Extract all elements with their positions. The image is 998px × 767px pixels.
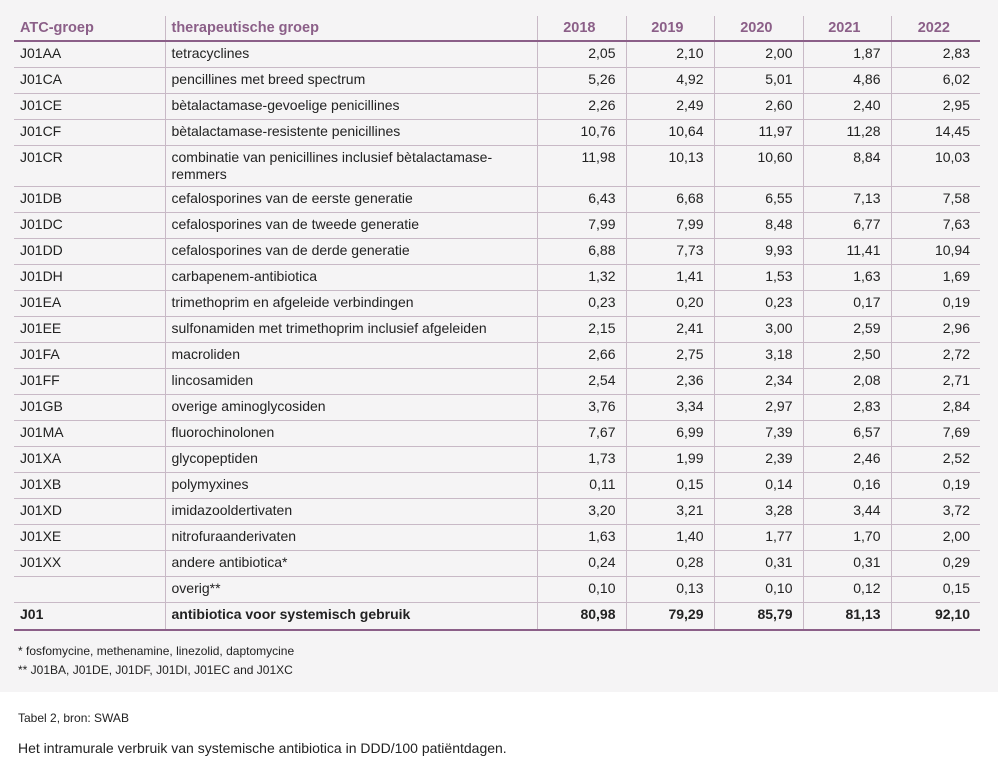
cell-atc: J01XB xyxy=(14,473,165,499)
cell-value: 3,34 xyxy=(626,395,714,421)
cell-value: 0,10 xyxy=(714,577,803,603)
cell-value: 10,94 xyxy=(891,239,980,265)
cell-value: 1,41 xyxy=(626,265,714,291)
cell-value: 2,36 xyxy=(626,369,714,395)
cell-value: 7,63 xyxy=(891,213,980,239)
cell-value: 0,17 xyxy=(803,291,891,317)
cell-value: 2,26 xyxy=(537,94,626,120)
cell-atc: J01CA xyxy=(14,68,165,94)
cell-value: 0,19 xyxy=(891,291,980,317)
cell-atc: J01XD xyxy=(14,499,165,525)
table-row xyxy=(14,551,980,577)
cell-value: 3,21 xyxy=(626,499,714,525)
cell-value: 2,41 xyxy=(626,317,714,343)
cell-atc xyxy=(14,577,165,603)
cell-value: 0,15 xyxy=(891,577,980,603)
table-row xyxy=(14,94,980,120)
cell-atc: J01DC xyxy=(14,213,165,239)
cell-value: 0,12 xyxy=(803,577,891,603)
cell-value: 2,50 xyxy=(803,343,891,369)
cell-value: 1,99 xyxy=(626,447,714,473)
cell-atc: J01XA xyxy=(14,447,165,473)
cell-value: 0,23 xyxy=(537,291,626,317)
cell-value: 7,67 xyxy=(537,421,626,447)
cell-value: 2,72 xyxy=(891,343,980,369)
cell-value: 0,13 xyxy=(626,577,714,603)
cell-atc: J01EA xyxy=(14,291,165,317)
cell-group: cefalosporines van de derde generatie xyxy=(165,239,537,265)
table-row xyxy=(14,265,980,291)
cell-value: 2,97 xyxy=(714,395,803,421)
cell-value: 6,43 xyxy=(537,187,626,213)
cell-value: 4,86 xyxy=(803,68,891,94)
cell-value: 79,29 xyxy=(626,603,714,631)
cell-value: 1,53 xyxy=(714,265,803,291)
cell-value: 9,93 xyxy=(714,239,803,265)
table-row xyxy=(14,447,980,473)
table-caption: Het intramurale verbruik van systemische antibiotica in DDD/100 patiëntdagen. xyxy=(18,740,507,756)
cell-value: 2,83 xyxy=(891,41,980,68)
cell-value: 3,00 xyxy=(714,317,803,343)
cell-value: 1,63 xyxy=(803,265,891,291)
table-row xyxy=(14,499,980,525)
cell-value: 2,49 xyxy=(626,94,714,120)
header-2020: 2020 xyxy=(714,16,803,41)
cell-atc: J01CE xyxy=(14,94,165,120)
cell-value: 2,84 xyxy=(891,395,980,421)
cell-group: bètalactamase-gevoelige penicillines xyxy=(165,94,537,120)
cell-value: 11,28 xyxy=(803,120,891,146)
header-2019: 2019 xyxy=(626,16,714,41)
table-row xyxy=(14,473,980,499)
cell-value: 6,77 xyxy=(803,213,891,239)
cell-value: 2,00 xyxy=(891,525,980,551)
cell-atc: J01GB xyxy=(14,395,165,421)
cell-value: 2,60 xyxy=(714,94,803,120)
cell-value: 8,48 xyxy=(714,213,803,239)
cell-group: cefalosporines van de tweede generatie xyxy=(165,213,537,239)
cell-value: 3,72 xyxy=(891,499,980,525)
header-2021: 2021 xyxy=(803,16,891,41)
cell-value: 6,88 xyxy=(537,239,626,265)
cell-atc: J01MA xyxy=(14,421,165,447)
cell-value: 7,39 xyxy=(714,421,803,447)
table-row xyxy=(14,120,980,146)
footnotes xyxy=(18,642,294,680)
table-row xyxy=(14,239,980,265)
cell-group: andere antibiotica* xyxy=(165,551,537,577)
cell-atc: J01XX xyxy=(14,551,165,577)
cell-group: pencillines met breed spectrum xyxy=(165,68,537,94)
cell-value: 1,69 xyxy=(891,265,980,291)
cell-value: 0,16 xyxy=(803,473,891,499)
cell-value: 14,45 xyxy=(891,120,980,146)
cell-value: 2,95 xyxy=(891,94,980,120)
cell-value: 0,20 xyxy=(626,291,714,317)
cell-value: 6,02 xyxy=(891,68,980,94)
table-row xyxy=(14,146,980,187)
header-2018: 2018 xyxy=(537,16,626,41)
cell-group: nitrofuraanderivaten xyxy=(165,525,537,551)
cell-value: 7,99 xyxy=(626,213,714,239)
cell-group: macroliden xyxy=(165,343,537,369)
cell-value: 10,03 xyxy=(891,146,980,187)
cell-value: 2,54 xyxy=(537,369,626,395)
cell-atc: J01FA xyxy=(14,343,165,369)
table-row xyxy=(14,421,980,447)
cell-value: 85,79 xyxy=(714,603,803,631)
table-row xyxy=(14,41,980,68)
cell-value: 0,15 xyxy=(626,473,714,499)
cell-value: 2,39 xyxy=(714,447,803,473)
cell-value: 1,63 xyxy=(537,525,626,551)
table-row xyxy=(14,369,980,395)
cell-group: lincosamiden xyxy=(165,369,537,395)
cell-value: 2,96 xyxy=(891,317,980,343)
table-row xyxy=(14,213,980,239)
cell-value: 3,28 xyxy=(714,499,803,525)
cell-value: 4,92 xyxy=(626,68,714,94)
cell-value: 10,76 xyxy=(537,120,626,146)
cell-group: trimethoprim en afgeleide verbindingen xyxy=(165,291,537,317)
cell-value: 2,71 xyxy=(891,369,980,395)
cell-value: 7,69 xyxy=(891,421,980,447)
header-2022: 2022 xyxy=(891,16,980,41)
cell-value: 1,87 xyxy=(803,41,891,68)
table-row xyxy=(14,291,980,317)
cell-value: 5,01 xyxy=(714,68,803,94)
cell-group: bètalactamase-resistente penicillines xyxy=(165,120,537,146)
header-group: therapeutische groep xyxy=(165,16,537,41)
cell-group: imidazooldertivaten xyxy=(165,499,537,525)
cell-atc: J01DD xyxy=(14,239,165,265)
cell-value: 2,00 xyxy=(714,41,803,68)
cell-value: 2,75 xyxy=(626,343,714,369)
table-row xyxy=(14,187,980,213)
cell-group: cefalosporines van de eerste generatie xyxy=(165,187,537,213)
header-row xyxy=(14,16,980,41)
header-atc: ATC-groep xyxy=(14,16,165,41)
cell-value: 2,46 xyxy=(803,447,891,473)
cell-atc: J01 xyxy=(14,603,165,631)
cell-value: 11,98 xyxy=(537,146,626,187)
cell-value: 2,59 xyxy=(803,317,891,343)
cell-group: antibiotica voor systemisch gebruik xyxy=(165,603,537,631)
cell-value: 0,31 xyxy=(714,551,803,577)
cell-value: 3,44 xyxy=(803,499,891,525)
cell-value: 81,13 xyxy=(803,603,891,631)
cell-value: 2,34 xyxy=(714,369,803,395)
cell-atc: J01FF xyxy=(14,369,165,395)
cell-value: 8,84 xyxy=(803,146,891,187)
table-row xyxy=(14,317,980,343)
cell-value: 10,64 xyxy=(626,120,714,146)
footnote-1: * fosfomycine, methenamine, linezolid, daptomycine xyxy=(18,644,295,658)
cell-value: 1,40 xyxy=(626,525,714,551)
cell-group: sulfonamiden met trimethoprim inclusief afgeleiden xyxy=(165,317,537,343)
cell-atc: J01DH xyxy=(14,265,165,291)
cell-value: 80,98 xyxy=(537,603,626,631)
cell-value: 2,66 xyxy=(537,343,626,369)
cell-value: 0,23 xyxy=(714,291,803,317)
cell-value: 2,05 xyxy=(537,41,626,68)
cell-group: carbapenem-antibiotica xyxy=(165,265,537,291)
cell-value: 3,76 xyxy=(537,395,626,421)
cell-value: 6,55 xyxy=(714,187,803,213)
cell-value: 2,40 xyxy=(803,94,891,120)
cell-group: fluorochinolonen xyxy=(165,421,537,447)
cell-value: 1,70 xyxy=(803,525,891,551)
table-source: Tabel 2, bron: SWAB xyxy=(18,711,129,725)
cell-value: 7,99 xyxy=(537,213,626,239)
table-row xyxy=(14,577,980,603)
cell-value: 92,10 xyxy=(891,603,980,631)
cell-value: 0,31 xyxy=(803,551,891,577)
cell-value: 3,18 xyxy=(714,343,803,369)
cell-value: 7,73 xyxy=(626,239,714,265)
cell-value: 1,32 xyxy=(537,265,626,291)
table-row xyxy=(14,343,980,369)
footnote-2: ** J01BA, J01DE, J01DF, J01DI, J01EC and J01XC xyxy=(18,663,293,677)
cell-group: overig** xyxy=(165,577,537,603)
table-row xyxy=(14,525,980,551)
cell-value: 2,83 xyxy=(803,395,891,421)
cell-value: 0,10 xyxy=(537,577,626,603)
cell-value: 2,10 xyxy=(626,41,714,68)
cell-value: 2,08 xyxy=(803,369,891,395)
cell-group: polymyxines xyxy=(165,473,537,499)
antibiotics-table xyxy=(14,16,980,631)
cell-group: combinatie van penicillines inclusief bètalactamase-remmers xyxy=(165,146,537,187)
cell-atc: J01XE xyxy=(14,525,165,551)
cell-value: 6,99 xyxy=(626,421,714,447)
cell-value: 6,57 xyxy=(803,421,891,447)
cell-value: 6,68 xyxy=(626,187,714,213)
cell-value: 10,13 xyxy=(626,146,714,187)
total-row xyxy=(14,603,980,631)
table-row xyxy=(14,395,980,421)
cell-atc: J01CF xyxy=(14,120,165,146)
cell-atc: J01EE xyxy=(14,317,165,343)
cell-value: 0,19 xyxy=(891,473,980,499)
cell-value: 10,60 xyxy=(714,146,803,187)
cell-value: 7,58 xyxy=(891,187,980,213)
cell-value: 2,15 xyxy=(537,317,626,343)
cell-value: 11,41 xyxy=(803,239,891,265)
cell-value: 1,77 xyxy=(714,525,803,551)
table-row xyxy=(14,68,980,94)
cell-value: 2,52 xyxy=(891,447,980,473)
cell-value: 3,20 xyxy=(537,499,626,525)
cell-group: overige aminoglycosiden xyxy=(165,395,537,421)
cell-value: 5,26 xyxy=(537,68,626,94)
cell-value: 11,97 xyxy=(714,120,803,146)
cell-group: glycopeptiden xyxy=(165,447,537,473)
cell-value: 7,13 xyxy=(803,187,891,213)
cell-value: 0,24 xyxy=(537,551,626,577)
cell-atc: J01AA xyxy=(14,41,165,68)
cell-value: 0,29 xyxy=(891,551,980,577)
cell-value: 0,11 xyxy=(537,473,626,499)
cell-value: 0,14 xyxy=(714,473,803,499)
cell-value: 1,73 xyxy=(537,447,626,473)
cell-atc: J01CR xyxy=(14,146,165,187)
cell-atc: J01DB xyxy=(14,187,165,213)
cell-value: 0,28 xyxy=(626,551,714,577)
cell-group: tetracyclines xyxy=(165,41,537,68)
